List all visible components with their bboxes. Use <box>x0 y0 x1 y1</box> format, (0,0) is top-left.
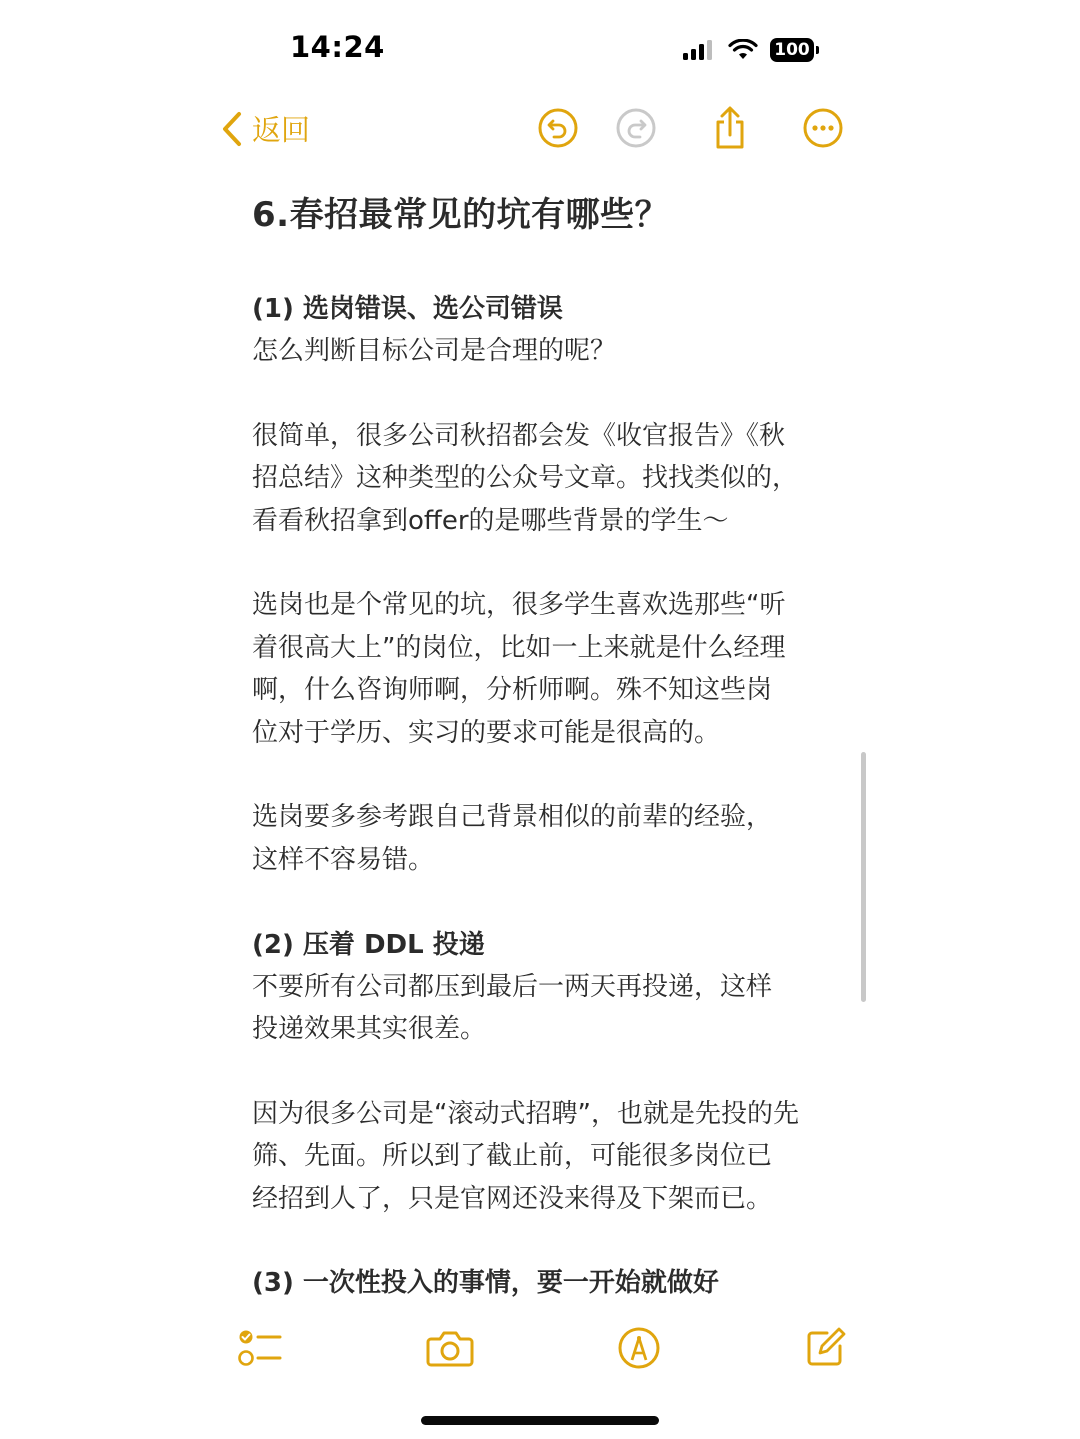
section-heading: (3) 一次性投入的事情，要一开始就做好 <box>252 1268 719 1299</box>
status-icons <box>682 36 814 64</box>
camera-button[interactable] <box>426 1324 474 1372</box>
paragraph <box>252 330 842 372</box>
text-line: 投递效果其实很差。 <box>252 1014 487 1045</box>
markup-button[interactable] <box>615 1324 663 1372</box>
undo-button[interactable] <box>536 106 580 150</box>
text-line: 看看秋招拿到offer的是哪些背景的学生～ <box>252 505 729 536</box>
note-section-3 <box>252 1262 842 1304</box>
bottom-toolbar <box>0 1318 1080 1378</box>
share-icon <box>710 105 750 151</box>
text-line: 选岗也是个常见的坑，很多学生喜欢选那些“听 <box>252 590 786 621</box>
scroll-indicator[interactable] <box>861 752 866 1002</box>
section-heading: (2) 压着 DDL 投递 <box>252 929 485 960</box>
cellular-signal-icon <box>682 39 716 61</box>
battery-level: 100 <box>774 40 810 60</box>
paragraph <box>252 796 842 881</box>
text-line: 很简单，很多公司秋招都会发《收官报告》《秋 <box>252 420 786 451</box>
paragraph <box>252 1093 842 1220</box>
note-title: 6.春招最常见的坑有哪些？ <box>252 195 670 235</box>
note-section-1 <box>252 288 842 881</box>
paragraph <box>252 966 842 1051</box>
wifi-icon <box>728 39 758 61</box>
text-line: 啊，什么咨询师啊，分析师啊。殊不知这些岗 <box>252 675 773 706</box>
section-heading: (1) 选岗错误、选公司错误 <box>252 294 563 324</box>
paragraph <box>252 584 842 754</box>
more-icon <box>802 107 844 149</box>
note-section-2 <box>252 924 842 1220</box>
checklist-button[interactable] <box>236 1324 284 1372</box>
undo-icon <box>537 107 579 149</box>
battery-indicator <box>770 38 814 62</box>
back-label: 返回 <box>252 113 311 147</box>
text-line: 因为很多公司是“滚动式招聘”，也就是先投的先 <box>252 1098 799 1129</box>
home-indicator[interactable] <box>421 1416 659 1425</box>
paragraph <box>252 415 842 542</box>
checklist-icon <box>237 1327 283 1369</box>
share-button[interactable] <box>708 106 752 150</box>
text-line: 筛、先面。所以到了截止前，可能很多岗位已 <box>252 1141 773 1172</box>
status-bar <box>0 0 1080 100</box>
text-line: 这样不容易错。 <box>252 844 435 875</box>
text-line: 着很高大上”的岗位，比如一上来就是什么经理 <box>252 632 786 663</box>
camera-icon <box>426 1328 474 1368</box>
back-button[interactable] <box>220 108 310 149</box>
note-body[interactable] <box>252 190 842 1304</box>
text-line: 不要所有公司都压到最后一两天再投递，这样 <box>252 971 773 1002</box>
compose-icon <box>803 1326 847 1370</box>
more-button[interactable] <box>801 106 845 150</box>
redo-button[interactable] <box>614 106 658 150</box>
text-line: 经招到人了，只是官网还没来得及下架而已。 <box>252 1183 773 1214</box>
text-line: 选岗要多参考跟自己背景相似的前辈的经验， <box>252 802 773 833</box>
text-line: 招总结》这种类型的公众号文章。找找类似的， <box>252 463 799 494</box>
markup-pen-icon <box>617 1326 661 1370</box>
notes-toolbar <box>0 100 1080 160</box>
text-line: 怎么判断目标公司是合理的呢？ <box>252 336 617 366</box>
redo-icon <box>615 107 657 149</box>
status-time: 14:24 <box>290 30 385 64</box>
chevron-left-icon <box>220 110 244 148</box>
text-line: 位对于学历、实习的要求可能是很高的。 <box>252 717 721 748</box>
compose-button[interactable] <box>801 1324 849 1372</box>
